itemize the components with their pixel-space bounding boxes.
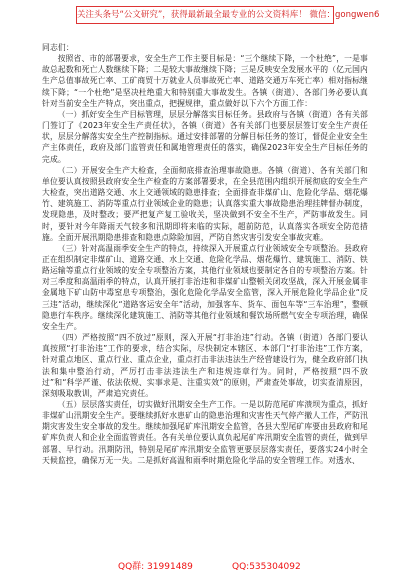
- section-body: 一是以防范尾矿库溃坝为重点，抓好非煤矿山汛期安全生产。要继续抓好水患矿山的隐患治理和灾害性天气停产撤人工作，严防汛期灾害发生安全事故的发生。继续加强尾矿库汛期安全监管，各县大型尾矿库要由县政府和尾矿库负责人和企业全面监管责任。各有关单位要认真负起尾矿库汛期安全监管的责任，做到早部署、早行动。汛期防汛，特别是尾矿库汛期安全监管更要层层落实责任，要落实24小时全天候监控，确保万无一失。二是抓好高温和雨季时期危险化学品的安全管理工作。对透水、: [42, 400, 368, 465]
- qq-contact-label: QQ:535304092: [232, 562, 301, 572]
- promo-banner-text: 关注头条号“公文研究”，获得最新最全最专业的公文资料库！ 微信：gongwen6: [77, 10, 380, 20]
- section-body: 各镇（街道）、各有关部门和单位要认真按照县政府安全生产检查的方案部署要求，在全县范围内组织开展彻底的安全生产大检查，突出道路交通、水上交通领域的隐患排查；全面排查非煤矿山、危险化学品、烟花爆竹、建筑施工、消防等重点行业领域企业的隐患；认真落实重大事故隐患治理挂牌督办制度，发现隐患，及时整改；要严把复产复工验收关，坚决做到不安全不生产，严防事故发生。同时，要针对今年降雨天气较多和汛期即将来临的实际，超前防范，认真落实各项安全防范措施。全面开展汛期隐患排查和隐患点除险加固，严防自然灾害引发安全事故灾难。: [42, 165, 368, 242]
- promo-banner[interactable]: [76, 6, 380, 24]
- section-heading: （五）层层落实责任，切实做好汛期安全生产工作。: [57, 400, 241, 409]
- section-paragraph: [42, 243, 368, 332]
- section-body: 各镇（街道）各部门要认真按照“打非治违”工作的要求，结合实际，尽快制定本辖区、本部门“打非治违”工作方案，针对重点地区、重点行业、重点企业，重点打击非法违法生产经营建设行为，健全政府部门执法和集中整治行动，严厉打击非法违法生产和违规违章行为。同时，严格按照“四不放过”和“科学严谨、依法依规、实事求是、注重实效”的原则，严肃查处事故，切实查清原因，深刻吸取教训，严肃追究责任。: [42, 333, 368, 398]
- section-paragraph: [42, 109, 368, 165]
- section-heading: （一）抓好安全生产目标管理，层层分解落实目标任务。: [57, 109, 257, 119]
- section-heading: （四）严格按照“四不放过”原则，深入开展“打非治违”行动。: [57, 333, 279, 343]
- document-body: [42, 42, 368, 466]
- section-heading: （二）开展安全生产大检查，全面彻底排查治理事故隐患。: [57, 165, 268, 175]
- section-paragraph: [42, 399, 368, 466]
- section-paragraph: [42, 165, 368, 243]
- greeting: 同志们：: [42, 43, 74, 52]
- section-paragraph: [42, 332, 368, 399]
- qq-group-label: QQ群: 31991489: [118, 562, 193, 572]
- section-body: 县政府正在组织制定非煤矿山、道路交通、水上交通、危险化学品、烟花爆竹、建筑施工、消防、铁路运输等重点行业领域的安全专项整治方案，其他行业领域也要制定各自的专项整治方案。针对三季度和高温雨季的特点，认真开展打非治违和非煤矿山整顿关闭攻坚战，深入开展金属非金属地下矿山防中毒窒息专项整治，强化危险化学品安全监管，深入开展危险化学品企业“反三违”活动，继续深化“道路客运安全年”活动，加强客车、货车、面包车等“三车治理”，整顿隐患行车秩序。继续深化建筑施工、消防等其他行业领域和餐饮场所燃气安全专项治理，确保安全生产。: [42, 243, 368, 331]
- intro-paragraph: 按照省、市的部署要求，安全生产工作主要目标是：“三个继续下降，一个杜绝”，一是事故总起数和死亡人数继续下降；二是较大事故继续下降；三是反映安全发展水平的（亿元国内生产总值事故死亡率、工矿商贸十万就业人员事故死亡率、道路交通万车死亡率）相对指标继续下降；“一个杜绝”是坚决杜绝重大和特别重大事故发生。各镇（街道）、各部门务必要认真针对当前安全生产特点，突出重点，把握规律，重点做好以下六个方面工作：: [42, 54, 368, 108]
- footer-contact-bar: [0, 555, 408, 580]
- section-body: 县政府与各镇（街道）各有关部门签订了《2023年安全生产责任状》，各镇（街道）各有关部门也要层层签订安全生产责任状，层层分解落实安全生产控制指标。通过安排部署的分解目标任务的签订，督促企业安全生产主体责任，政府及部门监管责任和属地管理责任的落实，确保2023年安全生产目标任务的完成。: [42, 109, 368, 164]
- section-heading: （三）针对高温雨季安全生产的特点，持续深入开展重点行业领域安全专项整治。: [57, 243, 345, 253]
